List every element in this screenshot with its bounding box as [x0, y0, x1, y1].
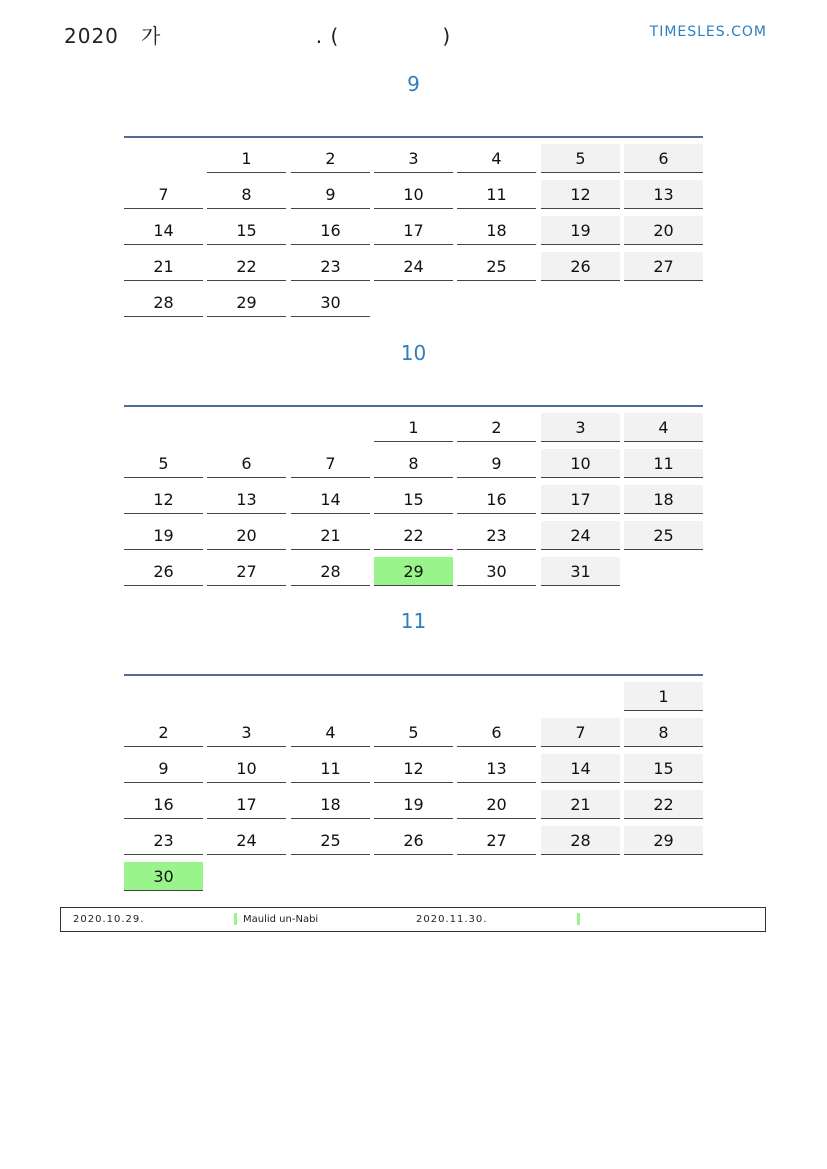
day-cell: 28: [541, 826, 620, 855]
day-cell: 20: [457, 790, 536, 819]
month-title: 9: [407, 72, 420, 96]
day-cell: 26: [124, 557, 203, 586]
day-cell: 26: [541, 252, 620, 281]
day-cell: 13: [624, 180, 703, 209]
day-cell: 14: [291, 485, 370, 514]
day-cell: 5: [541, 144, 620, 173]
day-cell: 18: [457, 216, 536, 245]
day-cell: 13: [207, 485, 286, 514]
day-cell: 16: [291, 216, 370, 245]
month-header-rule: [124, 674, 703, 676]
day-cell: 18: [624, 485, 703, 514]
day-cell: 6: [207, 449, 286, 478]
day-cell: 17: [541, 485, 620, 514]
day-cell: 24: [374, 252, 453, 281]
day-cell: 26: [374, 826, 453, 855]
day-cell: 25: [291, 826, 370, 855]
day-cell: 8: [374, 449, 453, 478]
day-cell: 27: [207, 557, 286, 586]
day-cell: 29: [624, 826, 703, 855]
legend-holiday-marker: [577, 913, 580, 925]
day-cell: 9: [457, 449, 536, 478]
day-cell: 20: [207, 521, 286, 550]
day-cell: 10: [374, 180, 453, 209]
day-cell: 7: [124, 180, 203, 209]
day-cell: 16: [124, 790, 203, 819]
day-cell: 12: [124, 485, 203, 514]
day-cell: 6: [457, 718, 536, 747]
day-cell: 22: [374, 521, 453, 550]
day-cell: 1: [624, 682, 703, 711]
day-cell: 9: [124, 754, 203, 783]
day-cell: 15: [374, 485, 453, 514]
day-cell: 7: [541, 718, 620, 747]
legend-date: 2020.10.29.: [73, 914, 145, 925]
day-cell: 14: [541, 754, 620, 783]
day-cell: 25: [457, 252, 536, 281]
day-cell: 23: [457, 521, 536, 550]
legend-holiday-name: Maulid un-Nabi: [243, 914, 319, 925]
month-title: 11: [400, 609, 427, 633]
day-cell: 6: [624, 144, 703, 173]
day-cell: 17: [207, 790, 286, 819]
day-cell: 28: [291, 557, 370, 586]
day-cell: 8: [624, 718, 703, 747]
day-cell: 3: [207, 718, 286, 747]
day-cell: 23: [291, 252, 370, 281]
day-cell: 28: [124, 288, 203, 317]
day-cell: 5: [124, 449, 203, 478]
legend-holiday-marker: [234, 913, 237, 925]
day-cell: 29: [374, 557, 453, 586]
day-cell: 17: [374, 216, 453, 245]
day-cell: 25: [624, 521, 703, 550]
day-cell: 31: [541, 557, 620, 586]
day-cell: 22: [624, 790, 703, 819]
day-cell: 4: [624, 413, 703, 442]
day-cell: 27: [457, 826, 536, 855]
day-cell: 5: [374, 718, 453, 747]
day-cell: 21: [291, 521, 370, 550]
day-cell: 11: [457, 180, 536, 209]
day-cell: 15: [207, 216, 286, 245]
day-cell: 30: [291, 288, 370, 317]
day-cell: 2: [291, 144, 370, 173]
day-cell: 21: [124, 252, 203, 281]
day-cell: 12: [374, 754, 453, 783]
day-cell: 22: [207, 252, 286, 281]
day-cell: 21: [541, 790, 620, 819]
month-title: 10: [400, 341, 427, 365]
day-cell: 13: [457, 754, 536, 783]
day-cell: 20: [624, 216, 703, 245]
day-cell: 1: [374, 413, 453, 442]
day-cell: 3: [541, 413, 620, 442]
day-cell: 1: [207, 144, 286, 173]
day-cell: 10: [207, 754, 286, 783]
day-cell: 24: [207, 826, 286, 855]
month-header-rule: [124, 136, 703, 138]
day-cell: 29: [207, 288, 286, 317]
day-cell: 18: [291, 790, 370, 819]
holiday-legend: [60, 907, 766, 932]
legend-date: 2020.11.30.: [416, 914, 488, 925]
day-cell: 27: [624, 252, 703, 281]
day-cell: 14: [124, 216, 203, 245]
page-title: 2020 가 . ( ): [64, 24, 452, 48]
day-cell: 8: [207, 180, 286, 209]
day-cell: 2: [124, 718, 203, 747]
day-cell: 19: [124, 521, 203, 550]
day-cell: 11: [624, 449, 703, 478]
day-cell: 15: [624, 754, 703, 783]
day-cell: 12: [541, 180, 620, 209]
day-cell: 2: [457, 413, 536, 442]
day-cell: 24: [541, 521, 620, 550]
day-cell: 19: [541, 216, 620, 245]
day-cell: 16: [457, 485, 536, 514]
day-cell: 23: [124, 826, 203, 855]
month-header-rule: [124, 405, 703, 407]
day-cell: 9: [291, 180, 370, 209]
day-cell: 4: [457, 144, 536, 173]
day-cell: 30: [457, 557, 536, 586]
day-cell: 7: [291, 449, 370, 478]
day-cell: 30: [124, 862, 203, 891]
day-cell: 3: [374, 144, 453, 173]
day-cell: 10: [541, 449, 620, 478]
day-cell: 11: [291, 754, 370, 783]
brand-link[interactable]: TIMESLES.COM: [649, 24, 767, 40]
day-cell: 4: [291, 718, 370, 747]
day-cell: 19: [374, 790, 453, 819]
